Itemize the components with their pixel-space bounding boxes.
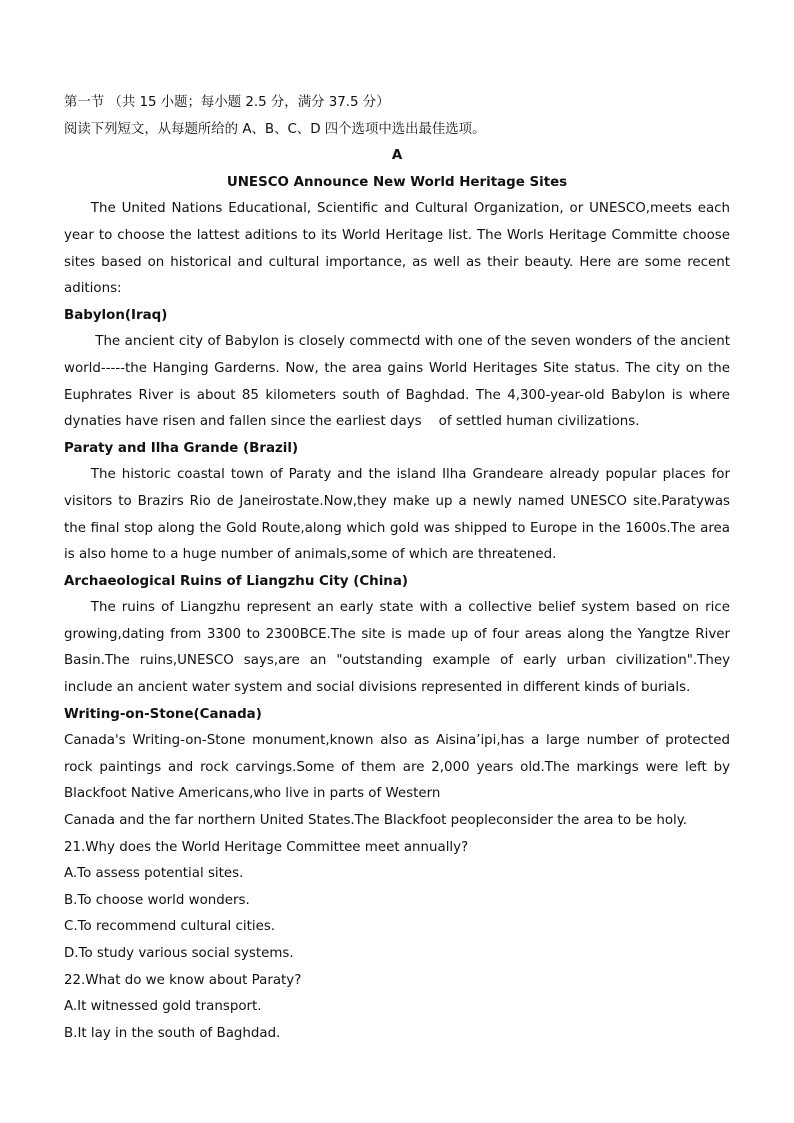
site-heading-writing-on-stone: Writing-on-Stone(Canada) bbox=[64, 706, 262, 722]
question-22 bbox=[64, 968, 730, 1048]
option-c: C.To recommend cultural cities. bbox=[64, 919, 276, 935]
passage-title: UNESCO Announce New World Heritage Sites bbox=[226, 174, 568, 190]
question-stem: 21.Why does the World Heritage Committee meet annually? bbox=[64, 839, 469, 855]
section-header: 第一节 （共 15 小题；每小题 2.5 分，满分 37.5 分） bbox=[64, 95, 390, 110]
site-text-babylon: The ancient city of Babylon is closely commectd with one of the seven wonders of the ancient world-----the Hanging Garderns. Now, the area gains World Heritages Site status. The city on the Euphrates River is about 85 kilometers south of Baghdad. The 4,300-year-old Babylon is where dynaties have risen and fallen since the earliest days of settled human civilizations. bbox=[64, 334, 735, 430]
site-heading-babylon: Babylon(Iraq) bbox=[64, 307, 168, 323]
site-text-writing-on-stone-continued: Canada and the far northern United States.The Blackfoot peopleconsider the area to be holy. bbox=[64, 813, 688, 829]
passage-letter: A bbox=[391, 148, 403, 164]
site-heading-liangzhu: Archaeological Ruins of Liangzhu City (China) bbox=[64, 573, 408, 589]
intro-paragraph: The United Nations Educational, Scientific and Cultural Organization, or UNESCO,meets each year to choose the lattest aditions to its World Heritage list. The Worls Heritage Committe choose sites based on historical and cultural importance, as well as their beauty. Here are some recent aditions: bbox=[64, 201, 730, 297]
question-21 bbox=[64, 835, 730, 968]
option-b: B.To choose world wonders. bbox=[64, 892, 250, 908]
site-text-writing-on-stone: Canada's Writing-on-Stone monument,known also as Aisina’ipi,has a large number of protected rock paintings and rock carvings.Some of them are 2,000 years old.The markings were left by Blackfoot Native Americans,who live in parts of Western bbox=[64, 733, 730, 802]
exam-page bbox=[64, 90, 735, 1047]
option-d: D.To study various social systems. bbox=[64, 946, 294, 961]
option-a: A.It witnessed gold transport. bbox=[64, 999, 262, 1015]
option-a: A.To assess potential sites. bbox=[64, 866, 244, 882]
site-heading-paraty: Paraty and Ilha Grande (Brazil) bbox=[64, 440, 299, 456]
option-b: B.It lay in the south of Baghdad. bbox=[64, 1025, 281, 1041]
instruction: 阅读下列短文，从每题所给的 A、B、C、D 四个选项中选出最佳选项。 bbox=[64, 121, 486, 137]
site-text-paraty: The historic coastal town of Paraty and the island Ilha Grandeare already popular places for visitors to Brazirs Rio de Janeirostate.Now,they make up a newly named UNESCO site.Paratywas the final stop along the Gold Route,along which gold was shipped to Europe in the 1600s.The area is also home to a huge number of animals,some of which are threatened. bbox=[64, 467, 730, 563]
site-text-liangzhu: The ruins of Liangzhu represent an early state with a collective belief system based on rice growing,dating from 3300 to 2300BCE.The site is made up of four areas along the Yangtze River Basin.The ruins,UNESCO says,are an "outstanding example of early urban civilization".They include an ancient water system and social divisions represented in different kinds of burials. bbox=[64, 600, 730, 696]
question-stem: 22.What do we know about Paraty? bbox=[64, 972, 302, 988]
